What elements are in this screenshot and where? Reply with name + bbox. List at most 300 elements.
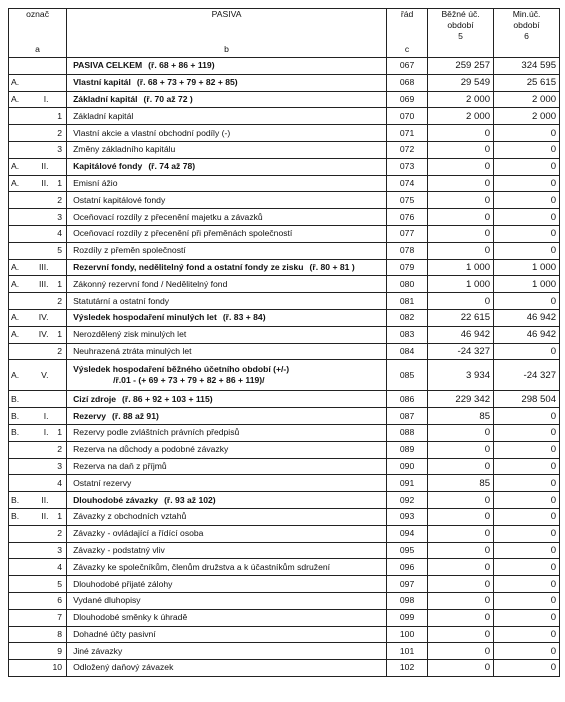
table-row <box>9 660 560 677</box>
row-number: 069 <box>387 91 428 108</box>
item-name <box>67 343 387 360</box>
row-number: 099 <box>387 609 428 626</box>
section-letter: A. <box>9 175 27 192</box>
previous-period-value: 46 942 <box>494 326 560 343</box>
row-number: 077 <box>387 225 428 242</box>
current-period-value: 0 <box>428 626 494 643</box>
item-number: 6 <box>51 592 67 609</box>
section-roman: I. <box>27 91 51 108</box>
previous-period-value: 0 <box>494 660 560 677</box>
previous-period-value: -24 327 <box>494 360 560 391</box>
item-number: 2 <box>51 192 67 209</box>
row-number: 092 <box>387 492 428 509</box>
item-name <box>67 259 387 276</box>
section-letter <box>9 242 27 259</box>
section-letter: B. <box>9 424 27 441</box>
item-label: Základní kapitál <box>73 110 134 121</box>
previous-period-value: 0 <box>494 408 560 425</box>
section-roman <box>27 576 51 593</box>
previous-period-value: 0 <box>494 643 560 660</box>
header-current-sub: 5 <box>458 31 463 41</box>
section-letter: A. <box>9 74 27 91</box>
current-period-value: -24 327 <box>428 343 494 360</box>
item-number: 10 <box>51 660 67 677</box>
item-label: Jiné závazky <box>73 645 123 656</box>
row-number: 084 <box>387 343 428 360</box>
row-number: 085 <box>387 360 428 391</box>
current-period-value: 0 <box>428 242 494 259</box>
table-row <box>9 525 560 542</box>
balance-sheet-liabilities <box>8 8 560 677</box>
item-name <box>67 492 387 509</box>
section-roman: II. <box>27 492 51 509</box>
item-number: 9 <box>51 643 67 660</box>
item-formula: (ř. 88 až 91) <box>112 410 159 421</box>
previous-period-value: 0 <box>494 542 560 559</box>
section-letter <box>9 542 27 559</box>
section-letter: A. <box>9 360 27 391</box>
item-label: Základní kapitál <box>73 93 138 104</box>
item-name <box>67 125 387 142</box>
section-roman <box>27 343 51 360</box>
item-number: 2 <box>51 525 67 542</box>
section-roman <box>27 141 51 158</box>
row-number: 075 <box>387 192 428 209</box>
row-number: 073 <box>387 158 428 175</box>
item-number: 2 <box>51 293 67 310</box>
item-label: Vlastní kapitál <box>73 77 131 88</box>
table-row <box>9 408 560 425</box>
section-letter <box>9 125 27 142</box>
section-roman <box>27 242 51 259</box>
item-label: Nerozdělený zisk minulých let <box>73 329 187 340</box>
current-period-value: 0 <box>428 225 494 242</box>
table-row <box>9 175 560 192</box>
table-row <box>9 309 560 326</box>
item-label: Rezervy podle zvláštních právních předpisů <box>73 427 240 438</box>
table-row <box>9 209 560 226</box>
previous-period-value: 0 <box>494 209 560 226</box>
item-number: 4 <box>51 559 67 576</box>
previous-period-value: 0 <box>494 343 560 360</box>
section-letter <box>9 458 27 475</box>
section-roman <box>27 108 51 125</box>
item-label: Vydané dluhopisy <box>73 595 141 606</box>
section-letter <box>9 626 27 643</box>
row-number: 100 <box>387 626 428 643</box>
table-row <box>9 343 560 360</box>
row-number: 071 <box>387 125 428 142</box>
item-label: Rozdíly z přeměn společností <box>73 245 186 256</box>
item-formula: (ř. 70 až 72 ) <box>143 93 193 104</box>
section-letter: A. <box>9 309 27 326</box>
section-roman <box>27 660 51 677</box>
item-name <box>67 276 387 293</box>
table-header-row <box>9 9 560 58</box>
section-roman: I. <box>27 408 51 425</box>
row-number: 083 <box>387 326 428 343</box>
row-number: 098 <box>387 592 428 609</box>
current-period-value: 0 <box>428 125 494 142</box>
table-row <box>9 360 560 391</box>
table-row <box>9 108 560 125</box>
section-letter <box>9 58 27 75</box>
previous-period-value: 0 <box>494 508 560 525</box>
row-number: 067 <box>387 58 428 75</box>
header-rad-label: řád <box>400 9 414 19</box>
item-number: 5 <box>51 576 67 593</box>
item-number: 3 <box>51 458 67 475</box>
row-number: 072 <box>387 141 428 158</box>
item-label: Vlastní akcie a vlastní obchodní podíly (-) <box>73 127 231 138</box>
item-label: Závazky ke společníkům, členům družstva a k účastníkům sdružení <box>73 561 331 572</box>
item-name <box>67 441 387 458</box>
current-period-value: 1 000 <box>428 259 494 276</box>
section-letter: A. <box>9 326 27 343</box>
item-label: Neuhrazená ztráta minulých let <box>73 345 192 356</box>
section-letter: B. <box>9 492 27 509</box>
item-name <box>67 225 387 242</box>
item-formula: (ř. 86 + 92 + 103 + 115) <box>122 393 213 404</box>
section-roman <box>27 391 51 408</box>
item-label: Dlouhodobé závazky <box>73 494 159 505</box>
table-row <box>9 576 560 593</box>
section-letter <box>9 225 27 242</box>
header-previous-l2: období <box>513 20 540 30</box>
table-row <box>9 441 560 458</box>
section-letter: B. <box>9 408 27 425</box>
item-number: 1 <box>51 175 67 192</box>
item-number: 1 <box>51 326 67 343</box>
section-roman: III. <box>27 259 51 276</box>
current-period-value: 0 <box>428 492 494 509</box>
section-roman <box>27 58 51 75</box>
item-name <box>67 158 387 175</box>
current-period-value: 0 <box>428 660 494 677</box>
row-number: 091 <box>387 475 428 492</box>
item-name <box>67 326 387 343</box>
item-label: Kapitálové fondy <box>73 161 143 172</box>
item-number: 1 <box>51 108 67 125</box>
table-row <box>9 643 560 660</box>
current-period-value: 0 <box>428 293 494 310</box>
item-number: 1 <box>51 276 67 293</box>
item-number: 5 <box>51 242 67 259</box>
item-number: 4 <box>51 475 67 492</box>
item-label: Rezerva na důchody a podobné závazky <box>73 444 229 455</box>
table-row <box>9 475 560 492</box>
current-period-value: 0 <box>428 643 494 660</box>
previous-period-value: 0 <box>494 609 560 626</box>
item-label: Cizí zdroje <box>73 393 117 404</box>
item-number: 3 <box>51 141 67 158</box>
current-period-value: 2 000 <box>428 108 494 125</box>
item-number: 2 <box>51 343 67 360</box>
item-name <box>67 609 387 626</box>
current-period-value: 0 <box>428 592 494 609</box>
item-name <box>67 542 387 559</box>
item-label: Ostatní kapitálové fondy <box>73 194 166 205</box>
row-number: 097 <box>387 576 428 593</box>
previous-period-value: 0 <box>494 158 560 175</box>
row-number: 088 <box>387 424 428 441</box>
current-period-value: 0 <box>428 141 494 158</box>
current-period-value: 3 934 <box>428 360 494 391</box>
section-roman <box>27 209 51 226</box>
section-roman: III. <box>27 276 51 293</box>
item-name <box>67 424 387 441</box>
item-formula: (ř. 68 + 86 + 119) <box>148 60 215 71</box>
item-number: 8 <box>51 626 67 643</box>
item-name <box>67 508 387 525</box>
item-number <box>51 391 67 408</box>
table-row <box>9 192 560 209</box>
row-number: 079 <box>387 259 428 276</box>
item-label: Odložený daňový závazek <box>73 662 174 673</box>
previous-period-value: 46 942 <box>494 309 560 326</box>
current-period-value: 0 <box>428 209 494 226</box>
item-number <box>51 309 67 326</box>
previous-period-value: 0 <box>494 175 560 192</box>
item-name <box>67 458 387 475</box>
item-number: 1 <box>51 424 67 441</box>
item-label: Rezervní fondy, nedělitelný fond a ostatní fondy ze zisku <box>73 261 304 272</box>
current-period-value: 0 <box>428 192 494 209</box>
previous-period-value: 2 000 <box>494 91 560 108</box>
current-period-value: 0 <box>428 576 494 593</box>
previous-period-value: 0 <box>494 458 560 475</box>
item-name <box>67 192 387 209</box>
item-name <box>67 626 387 643</box>
current-period-value: 29 549 <box>428 74 494 91</box>
current-period-value: 0 <box>428 542 494 559</box>
current-period-value: 46 942 <box>428 326 494 343</box>
current-period-value: 0 <box>428 458 494 475</box>
table-row <box>9 91 560 108</box>
section-roman <box>27 559 51 576</box>
item-number: 7 <box>51 609 67 626</box>
previous-period-value: 0 <box>494 441 560 458</box>
table-row <box>9 592 560 609</box>
section-letter <box>9 559 27 576</box>
current-period-value: 0 <box>428 158 494 175</box>
item-formula: (ř. 93 až 102) <box>164 494 216 505</box>
current-period-value: 85 <box>428 475 494 492</box>
section-roman <box>27 192 51 209</box>
previous-period-value: 1 000 <box>494 276 560 293</box>
item-label: Oceňovací rozdíly z přecenění majetku a závazků <box>73 211 263 222</box>
previous-period-value: 324 595 <box>494 58 560 75</box>
row-number: 089 <box>387 441 428 458</box>
current-period-value: 0 <box>428 508 494 525</box>
item-label: Změny základního kapitálu <box>73 144 176 155</box>
section-roman <box>27 475 51 492</box>
section-roman <box>27 441 51 458</box>
section-roman <box>27 293 51 310</box>
current-period-value: 1 000 <box>428 276 494 293</box>
item-name <box>67 91 387 108</box>
section-roman: I. <box>27 424 51 441</box>
section-roman <box>27 542 51 559</box>
current-period-value: 0 <box>428 175 494 192</box>
table-row <box>9 74 560 91</box>
current-period-value: 0 <box>428 441 494 458</box>
section-roman: II. <box>27 158 51 175</box>
row-number: 078 <box>387 242 428 259</box>
header-pasiva <box>67 9 387 58</box>
row-number: 102 <box>387 660 428 677</box>
item-label: Dlouhodobé přijaté zálohy <box>73 578 173 589</box>
item-name <box>67 408 387 425</box>
item-label: Výsledek hospodaření běžného účetního období (+/-) <box>73 364 290 375</box>
item-number <box>51 492 67 509</box>
previous-period-value: 0 <box>494 525 560 542</box>
row-number: 087 <box>387 408 428 425</box>
current-period-value: 22 615 <box>428 309 494 326</box>
item-number: 2 <box>51 125 67 142</box>
item-name <box>67 391 387 408</box>
section-letter <box>9 441 27 458</box>
section-letter <box>9 141 27 158</box>
item-formula-line2: /ř.01 - (+ 69 + 73 + 79 + 82 + 86 + 119)/ <box>113 375 265 386</box>
item-number: 2 <box>51 441 67 458</box>
current-period-value: 2 000 <box>428 91 494 108</box>
section-letter: A. <box>9 276 27 293</box>
current-period-value: 0 <box>428 525 494 542</box>
section-roman <box>27 525 51 542</box>
item-number <box>51 408 67 425</box>
row-number: 080 <box>387 276 428 293</box>
previous-period-value: 0 <box>494 242 560 259</box>
item-label: Dohadné účty pasivní <box>73 628 156 639</box>
section-roman: II. <box>27 508 51 525</box>
header-pasiva-label: PASIVA <box>211 9 242 19</box>
section-letter <box>9 108 27 125</box>
header-pasiva-sub: b <box>224 44 229 54</box>
section-letter <box>9 592 27 609</box>
section-letter: B. <box>9 508 27 525</box>
section-letter <box>9 192 27 209</box>
header-current-l2: období <box>447 20 474 30</box>
table-row <box>9 542 560 559</box>
header-current-l1: Běžné úč. <box>441 9 480 19</box>
row-number: 068 <box>387 74 428 91</box>
table-row <box>9 391 560 408</box>
item-name <box>67 592 387 609</box>
item-name <box>67 309 387 326</box>
item-name <box>67 209 387 226</box>
header-oznac <box>9 9 67 58</box>
previous-period-value: 0 <box>494 492 560 509</box>
row-number: 090 <box>387 458 428 475</box>
item-name <box>67 360 387 391</box>
section-roman <box>27 74 51 91</box>
section-roman <box>27 458 51 475</box>
item-label: Ostatní rezervy <box>73 477 132 488</box>
table-row <box>9 326 560 343</box>
section-roman <box>27 225 51 242</box>
current-period-value: 259 257 <box>428 58 494 75</box>
table-row <box>9 626 560 643</box>
item-name <box>67 293 387 310</box>
section-letter: A. <box>9 259 27 276</box>
previous-period-value: 298 504 <box>494 391 560 408</box>
table-row <box>9 508 560 525</box>
item-label: Výsledek hospodaření minulých let <box>73 312 217 323</box>
table-row <box>9 125 560 142</box>
current-period-value: 85 <box>428 408 494 425</box>
item-name <box>67 559 387 576</box>
previous-period-value: 0 <box>494 475 560 492</box>
header-rad-sub: c <box>404 44 410 54</box>
previous-period-value: 0 <box>494 424 560 441</box>
row-number: 070 <box>387 108 428 125</box>
previous-period-value: 0 <box>494 141 560 158</box>
item-formula: (ř. 68 + 73 + 79 + 82 + 85) <box>136 77 238 88</box>
table-row <box>9 559 560 576</box>
row-number: 095 <box>387 542 428 559</box>
row-number: 086 <box>387 391 428 408</box>
section-letter <box>9 293 27 310</box>
header-oznac-label: označ <box>26 9 49 19</box>
previous-period-value: 25 615 <box>494 74 560 91</box>
header-previous-period <box>494 9 560 58</box>
item-label: Závazky - podstatný vliv <box>73 544 165 555</box>
row-number: 094 <box>387 525 428 542</box>
section-roman: V. <box>27 360 51 391</box>
section-roman <box>27 592 51 609</box>
table-row <box>9 58 560 75</box>
item-label: Oceňovací rozdíly z přecenění při přeměnách společností <box>73 228 293 239</box>
table-row <box>9 259 560 276</box>
item-name <box>67 74 387 91</box>
previous-period-value: 2 000 <box>494 108 560 125</box>
item-number <box>51 158 67 175</box>
item-number: 3 <box>51 542 67 559</box>
item-number: 3 <box>51 209 67 226</box>
item-number <box>51 74 67 91</box>
section-roman <box>27 609 51 626</box>
item-label: Statutární a ostatní fondy <box>73 295 170 306</box>
item-label: Dlouhodobé směnky k úhradě <box>73 612 188 623</box>
section-letter: B. <box>9 391 27 408</box>
table-row <box>9 141 560 158</box>
table-row <box>9 424 560 441</box>
previous-period-value: 0 <box>494 293 560 310</box>
section-letter <box>9 576 27 593</box>
item-formula: (ř. 80 + 81 ) <box>309 261 355 272</box>
pasiva-table <box>8 8 560 677</box>
item-name <box>67 576 387 593</box>
item-number: 1 <box>51 508 67 525</box>
section-roman: IV. <box>27 326 51 343</box>
item-number <box>51 259 67 276</box>
item-label: Zákonný rezervní fond / Nedělitelný fond <box>73 278 228 289</box>
row-number: 076 <box>387 209 428 226</box>
previous-period-value: 1 000 <box>494 259 560 276</box>
section-roman <box>27 643 51 660</box>
table-row <box>9 609 560 626</box>
item-formula: (ř. 74 až 78) <box>148 161 196 172</box>
section-letter: A. <box>9 158 27 175</box>
section-letter <box>9 343 27 360</box>
item-label: Emisní ážio <box>73 177 118 188</box>
section-letter <box>9 475 27 492</box>
header-current-period <box>428 9 494 58</box>
item-name <box>67 660 387 677</box>
item-label: PASIVA CELKEM <box>73 60 143 71</box>
table-row <box>9 458 560 475</box>
